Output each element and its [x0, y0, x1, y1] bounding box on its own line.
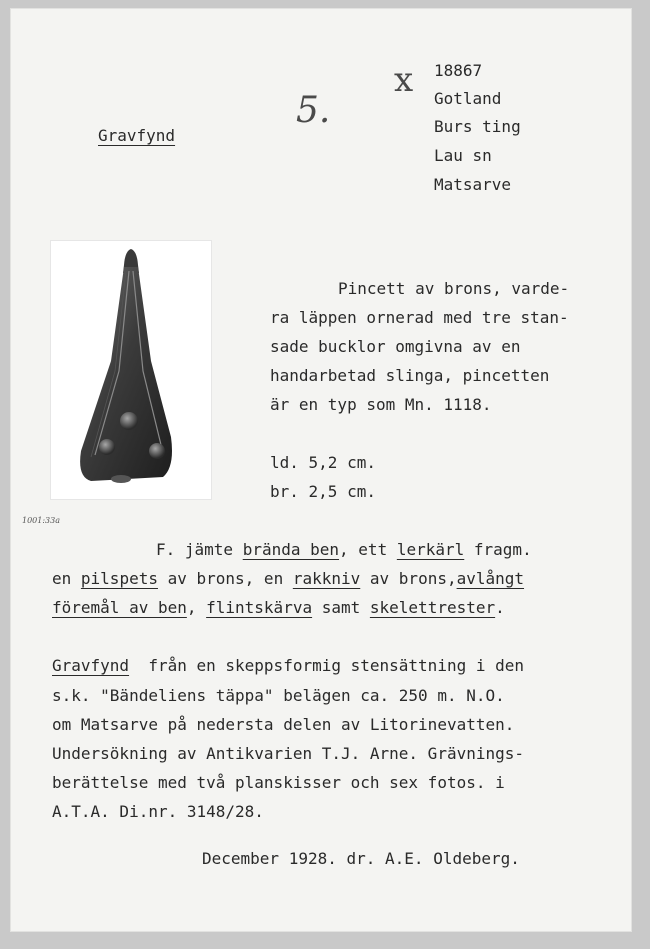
context-heading: Gravfynd [52, 656, 130, 675]
inventory-number: 18867 [434, 61, 483, 80]
description-line-5: är en typ som Mn. 1118. [270, 395, 492, 414]
location-parish: Lau sn [434, 146, 492, 165]
tweezers-image [51, 241, 211, 499]
context-line-5: berättelse med två planskisser och sex fotos. i [52, 773, 505, 792]
find-arrowhead: pilspets [80, 569, 158, 588]
card-title: Gravfynd [98, 126, 176, 145]
finds-text: F. jämte [156, 540, 243, 559]
catalog-note: 1001:33a [22, 516, 61, 525]
find-clay-vessel: lerkärl [396, 540, 465, 559]
location-province: Gotland [434, 89, 502, 108]
finds-text: samt [312, 598, 370, 617]
context-text: från en skeppsformig stensättning i den [129, 656, 525, 675]
handwritten-number: 5. [296, 90, 331, 131]
finds-text: , [186, 598, 207, 617]
finds-text: , ett [339, 540, 397, 559]
description-line-2: ra läppen ornerad med tre stan- [270, 308, 569, 327]
find-burnt-bones: brända ben [242, 540, 340, 559]
finds-text: av brons, [360, 569, 457, 588]
finds-line-1 [156, 535, 532, 565]
find-skeletal-remains: skelettrester [369, 598, 496, 617]
finds-text: fragm. [464, 540, 532, 559]
measurement-length: ld. 5,2 cm. [270, 453, 376, 472]
handwritten-mark: x [394, 60, 414, 100]
context-line-2: s.k. "Bändeliens täppa" belägen ca. 250 m. N.O. [52, 686, 505, 705]
signature-line: December 1928. dr. A.E. Oldeberg. [202, 849, 520, 868]
location-district: Burs ting [434, 117, 521, 136]
location-farm: Matsarve [434, 175, 512, 194]
find-flint-chip: flintskärva [206, 598, 313, 617]
artifact-photo [50, 240, 212, 500]
finds-line-2 [52, 564, 524, 594]
description-line-4: handarbetad slinga, pincetten [270, 366, 550, 385]
context-line-6: A.T.A. Di.nr. 3148/28. [52, 802, 264, 821]
finds-text: en [52, 569, 81, 588]
finds-text: av brons, en [157, 569, 293, 588]
context-line-1 [52, 651, 524, 681]
finds-text: . [495, 598, 505, 617]
context-line-4: Undersökning av Antikvarien T.J. Arne. Grävnings- [52, 744, 525, 763]
context-line-3: om Matsarve på nedersta delen av Litorinevatten. [52, 715, 515, 734]
finds-line-3 [52, 593, 505, 623]
find-oblong: avlångt [456, 569, 525, 588]
description-line-3: sade bucklor omgivna av en [270, 337, 521, 356]
catalog-card [10, 8, 632, 932]
measurement-width: br. 2,5 cm. [270, 482, 376, 501]
description-line-1: Pincett av brons, varde- [338, 279, 570, 298]
find-bone-object: föremål av ben [52, 598, 187, 617]
find-razor: rakkniv [292, 569, 361, 588]
